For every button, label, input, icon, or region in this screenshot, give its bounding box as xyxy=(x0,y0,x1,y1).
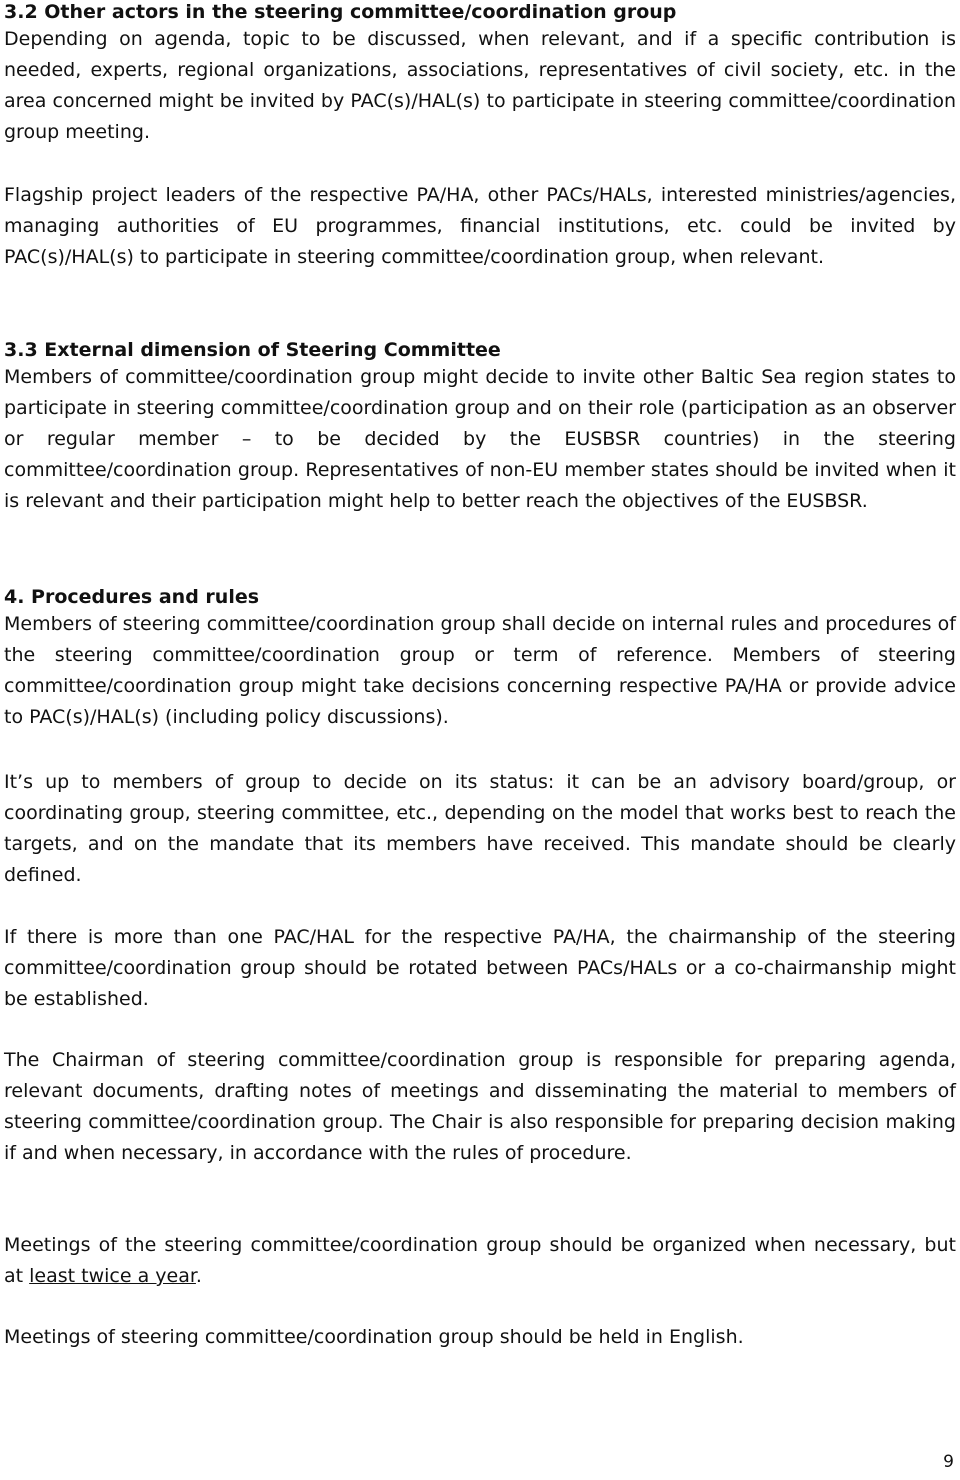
section-3-3 xyxy=(4,338,956,517)
document-page xyxy=(4,0,956,1480)
section-3-2 xyxy=(4,0,956,148)
section-4-paragraph-1: Members of steering committee/coordination group shall decide on internal rules and procedures of the steering committee/coordination group or term of reference. Members of steering committee/coordination group might take decisions concerning respective PA/HA or provide advice to PAC(s)/HAL(s) (including policy discussions). xyxy=(4,613,956,728)
section-4-paragraph-4-block xyxy=(4,1045,956,1169)
section-3-3-heading: 3.3 External dimension of Steering Committee xyxy=(4,339,501,361)
section-4-paragraph-6: Meetings of steering committee/coordination group should be held in English. xyxy=(4,1326,744,1348)
section-3-2-continued xyxy=(4,180,956,273)
paragraph-5-period: . xyxy=(195,1265,202,1287)
section-4-paragraph-5 xyxy=(4,1230,956,1292)
section-4-paragraph-5-block xyxy=(4,1230,956,1292)
section-3-2-paragraph-2: Flagship project leaders of the respective PA/HA, other PACs/HALs, interested ministries/agencies, managing authorities of EU programmes, financial institutions, etc. could be invited by PAC(s)/HAL(s) to participate in steering committee/coordination group, when relevant. xyxy=(4,184,956,268)
section-3-2-paragraph-1: Depending on agenda, topic to be discussed, when relevant, and if a specific contribution is needed, experts, regional organizations, associations, representatives of civil society, etc. in the area concerned might be invited by PAC(s)/HAL(s) to participate in steering committee/coordination group meeting. xyxy=(4,28,956,143)
section-4-paragraph-3-block xyxy=(4,922,956,1015)
paragraph-5-text: Meetings of the steering committee/coordination group should be organized when necessary, but at xyxy=(4,1234,956,1287)
section-4-heading: 4. Procedures and rules xyxy=(4,586,260,608)
section-4-paragraph-4: The Chairman of steering committee/coordination group is responsible for preparing agenda, relevant documents, drafting notes of meetings and disseminating the material to members of steering committee/coordination group. The Chair is also responsible for preparing decision making if and when necessary, in accordance with the rules of procedure. xyxy=(4,1049,956,1164)
underlined-frequency-text: least twice a year xyxy=(29,1265,196,1287)
section-4-paragraph-2-block xyxy=(4,767,956,891)
section-3-2-heading: 3.2 Other actors in the steering committee/coordination group xyxy=(4,1,677,23)
section-4 xyxy=(4,585,956,733)
section-4-paragraph-2: It’s up to members of group to decide on its status: it can be an advisory board/group, or coordinating group, steering committee, etc., depending on the model that works best to reach the targets, and on the mandate that its members have received. This mandate should be clearly defined. xyxy=(4,771,956,886)
section-4-paragraph-6-block xyxy=(4,1322,956,1353)
page-number: 9 xyxy=(943,1452,954,1472)
section-4-paragraph-3: If there is more than one PAC/HAL for the respective PA/HA, the chairmanship of the steering committee/coordination group should be rotated between PACs/HALs or a co-chairmanship might be established. xyxy=(4,926,956,1010)
section-3-3-paragraph-1: Members of committee/coordination group might decide to invite other Baltic Sea region states to participate in steering committee/coordination group and on their role (participation as an observer or regular member – to be decided by the EUSBSR countries) in the steering committee/coordination group. Representatives of non-EU member states should be invited when it is relevant and their participation might help to better reach the objectives of the EUSBSR. xyxy=(4,366,956,512)
